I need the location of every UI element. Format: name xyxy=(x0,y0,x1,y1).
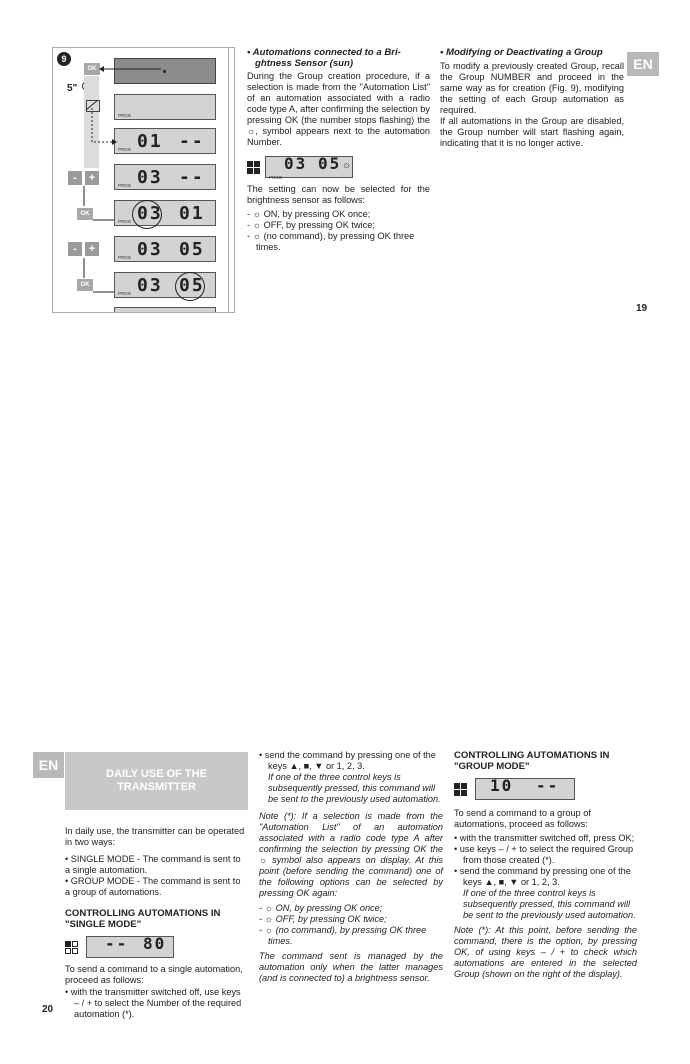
prog-label: PROG xyxy=(118,183,132,188)
deactivate-paragraph: If all automations in the Group are disabled, the Group number will start flashing again, indicating that it is no longer active. xyxy=(440,116,624,148)
group-mode-paragraph: To send a command to a group of automations, proceed as follows: xyxy=(454,808,591,829)
ok-key-label: OK xyxy=(80,211,90,217)
display-6-left: 03 xyxy=(137,239,163,260)
group-mode-icon xyxy=(247,161,260,174)
en-tab-label: EN xyxy=(633,56,653,72)
top-column-3 xyxy=(440,47,624,152)
footer-paragraph: The command sent is managed by the automation only when the latter manages (and is connected to) a brightness sensor. xyxy=(259,951,443,983)
bottom-column-3 xyxy=(454,750,637,983)
modify-group-heading: • Modifying or Deactivating a Group xyxy=(440,47,603,58)
single-display xyxy=(86,936,174,958)
figure-number-badge xyxy=(57,52,71,66)
list-item: - ☼ ON, by pressing OK once; xyxy=(247,209,371,219)
list-item: - ☼ OFF, by pressing OK twice; xyxy=(247,220,375,230)
display-5-right: 01 xyxy=(179,203,205,224)
heading-line-1: CONTROLLING AUTOMATIONS IN xyxy=(65,908,221,919)
note-paragraph: Note (*): If a selection is made from the "Automation List" of an automation associated with a radio code type A after confirming the selection by pressing OK the ☼ symbol also appears on display. At this point (before sending the command) one of the following options can be selected by pressing OK again: xyxy=(259,811,443,898)
minus-key-icon xyxy=(68,242,82,256)
display-8-partial xyxy=(114,307,216,312)
group-display-left: 10 xyxy=(490,776,514,795)
highlight-circle xyxy=(132,200,162,229)
en-tab-label: EN xyxy=(38,757,59,773)
display-3-left: 01 xyxy=(137,131,163,152)
group-mode-icon xyxy=(454,783,467,796)
plus-label: + xyxy=(88,243,96,255)
ok-key-label: OK xyxy=(80,282,90,288)
display-1-dot xyxy=(163,70,166,73)
list-item: • send the command by pressing one of the keys ▲, ■, ▼ or 1, 2, 3. xyxy=(259,750,436,771)
send-command-list xyxy=(259,750,443,772)
single-mode-item: • SINGLE MODE - The command is sent to a single automation. xyxy=(65,854,241,875)
heading-line-2: ghtness Sensor (sun) xyxy=(255,58,354,69)
group-display xyxy=(475,778,575,800)
display-7 xyxy=(114,272,216,298)
group-display-row xyxy=(454,778,637,800)
single-mode-paragraph: To send a command to a single automation, proceed as follows: xyxy=(65,964,243,985)
list-item: • with the transmitter switched off, press OK; xyxy=(454,833,635,843)
arrow-to-ok xyxy=(99,66,163,72)
brightness-sensor-heading xyxy=(247,47,430,69)
display-7-right: 05 xyxy=(179,275,205,296)
list-item: - ☼ (no command), by pressing OK three times. xyxy=(259,925,427,946)
display-3-right: -- xyxy=(179,131,205,152)
display-7-left: 03 xyxy=(137,275,163,296)
single-mode-heading xyxy=(65,908,248,930)
single-display-left: -- xyxy=(105,934,129,953)
single-mode-icon xyxy=(65,941,78,954)
display-5 xyxy=(114,200,216,226)
plus-key-icon xyxy=(85,242,99,256)
top-column-2 xyxy=(247,47,430,253)
en-language-tab-bottom xyxy=(33,752,64,778)
plus-label: + xyxy=(88,172,96,184)
single-mode-list xyxy=(65,987,248,1020)
bullet-note: If one of the three control keys is subsequently pressed, this command will be sent to the previously used automation. xyxy=(268,772,441,804)
brightness-sensor-paragraph: During the Group creation procedure, if a selection is made from the "Automation List" of an automation associated with a radio code type A, after confirming the selection by pressing OK (the number stops flashing) the ☼, symbol appears next to the automation Number. xyxy=(247,71,430,147)
prog-label: PROG xyxy=(118,219,132,224)
list-item: • use keys – / + to select the required Group from those created (*). xyxy=(454,844,634,865)
ok-key-label: OK xyxy=(87,66,97,72)
prog-label: PROG xyxy=(269,175,283,180)
highlight-circle xyxy=(175,272,205,301)
section-title-block xyxy=(65,752,248,810)
timer-label xyxy=(67,83,77,94)
figure-number: 9 xyxy=(61,54,67,64)
bottom-column-1 xyxy=(65,826,248,1020)
section-title-line-2: TRANSMITTER xyxy=(117,781,196,793)
modify-paragraph: To modify a previously created Group, recall the Group NUMBER and proceed in the same way as for creation (Fig. 9), modifying the setting of each Group automation as required. xyxy=(440,61,624,115)
note-paragraph: Note (*): At this point, before sending the command, there is the option, by pressing OK, of using keys – / + to check which automations are entered in the selected Group (shown on the right of the display). xyxy=(454,925,637,979)
display-4 xyxy=(114,164,216,190)
prog-label: PROG xyxy=(118,113,132,118)
sun-display-row xyxy=(247,156,430,178)
single-display-row xyxy=(65,936,248,958)
display-4-right: -- xyxy=(179,167,205,188)
heading-line-1: • Automations connected to a Bri- xyxy=(247,47,401,58)
setting-paragraph: The setting can now be selected for the brightness sensor as follows: xyxy=(247,184,430,205)
sun-display-right: 05 xyxy=(318,154,342,173)
single-display-right: 80 xyxy=(143,934,167,953)
bullet-note: If one of the three control keys is subsequently pressed, this command will be sent to the previously used automation. xyxy=(463,888,636,920)
list-item: • with the transmitter switched off, use keys – / + to select the Number of the required automation (*). xyxy=(65,987,242,1019)
minus-key-icon xyxy=(68,171,82,185)
prog-label: PROG xyxy=(118,291,132,296)
page-number-19: 19 xyxy=(636,303,648,314)
note-options-list xyxy=(259,903,443,947)
list-item: - ☼ OFF, by pressing OK twice; xyxy=(259,914,387,924)
figure-9 xyxy=(52,47,235,313)
sun-display-left: 03 xyxy=(284,154,308,173)
sun-icon: ☼ xyxy=(342,160,352,171)
group-mode-item: • GROUP MODE - The command is sent to a group of automations. xyxy=(65,876,241,897)
display-6-right: 05 xyxy=(179,239,205,260)
timer-value: 5" xyxy=(67,83,78,94)
group-mode-heading xyxy=(454,750,637,772)
group-mode-list xyxy=(454,833,637,888)
intro-paragraph: In daily use, the transmitter can be operated in two ways: xyxy=(65,826,245,847)
dotted-connector xyxy=(91,108,117,148)
vertical-separator xyxy=(228,48,229,312)
display-2 xyxy=(114,94,216,120)
heading-line-2: "SINGLE MODE" xyxy=(65,919,142,930)
plus-key-icon xyxy=(85,171,99,185)
ok-key-icon xyxy=(84,63,100,75)
bottom-column-2 xyxy=(259,750,443,987)
minus-label: - xyxy=(73,243,77,255)
list-item: • send the command by pressing one of the keys ▲, ■, ▼ or 1, 2, 3. xyxy=(454,866,631,887)
minus-label: - xyxy=(73,172,77,184)
display-3 xyxy=(114,128,216,154)
list-item: - ☼ ON, by pressing OK once; xyxy=(259,903,383,913)
brightness-options-list xyxy=(247,209,430,253)
display-5-left: 03 xyxy=(137,203,163,224)
list-item: - ☼ (no command), by pressing OK three times. xyxy=(247,231,415,252)
en-language-tab xyxy=(627,52,659,76)
prog-label: PROG xyxy=(118,255,132,260)
heading-line-1: CONTROLLING AUTOMATIONS IN xyxy=(454,750,610,761)
display-4-left: 03 xyxy=(137,167,163,188)
group-display-right: -- xyxy=(536,776,560,795)
prog-label: PROG xyxy=(118,147,132,152)
heading-line-2: "GROUP MODE" xyxy=(454,761,530,772)
section-title-line-1: DAILY USE OF THE xyxy=(106,768,207,780)
page-number-20: 20 xyxy=(42,1004,54,1015)
display-6 xyxy=(114,236,216,262)
sun-display xyxy=(265,156,353,178)
